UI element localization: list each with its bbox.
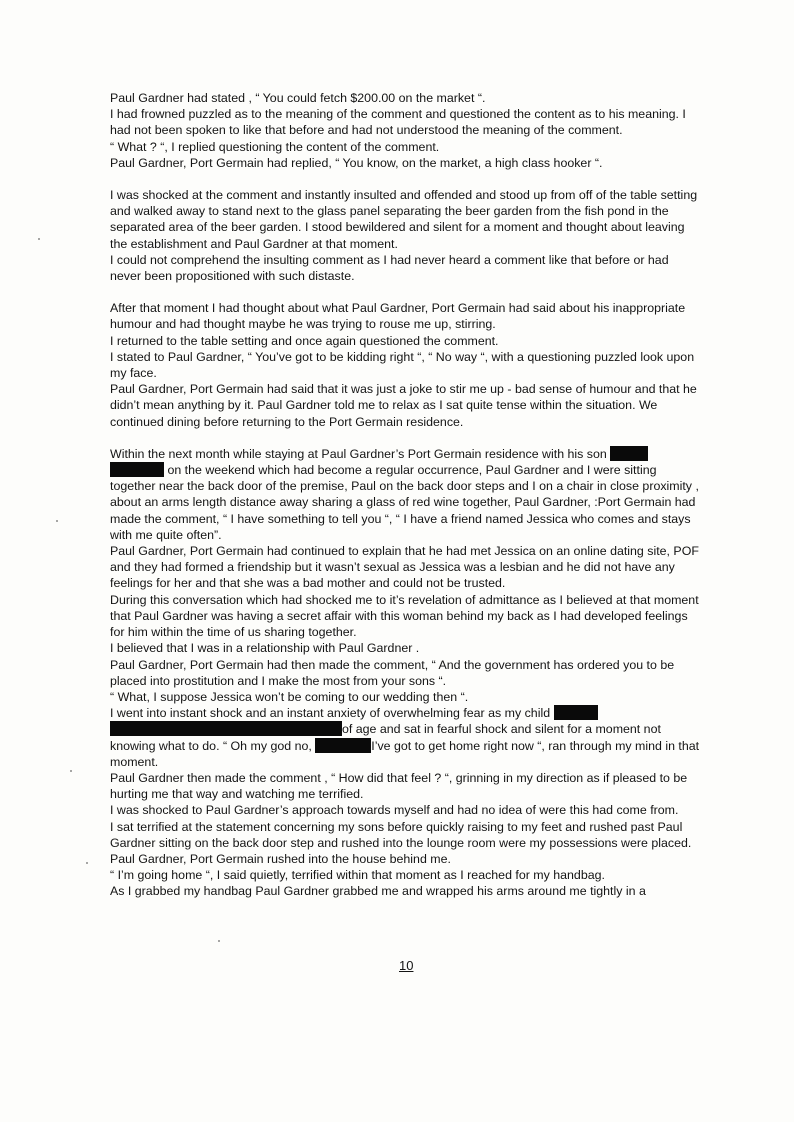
paragraph-text: of age and sat in fearful shock and silent for a moment not knowing what to do. “ Oh my god no, xyxy=(110,722,665,753)
paragraph-text: on the weekend which had become a regular occurrence, Paul Gardner and I were sitting together near the back door of the premise, Paul on the back door steps and I on a chair in close proximity , about an arms length distance away sharing a glass of red wine together, Paul Gardner, :Port Germain had made the comment, “ I have something to tell you “, “ I have a friend named Jessica who comes and stays with me quite often”. xyxy=(110,463,703,542)
paragraph: I was shocked at the comment and instantly insulted and offended and stood up from off of the table setting and walked away to stand next to the glass panel separating the beer garden from the fish pond in the separated area of the beer garden. I stood bewildered and silent for a moment and thought about leaving the establishment and Paul Gardner at that moment. xyxy=(110,188,701,251)
paragraph xyxy=(110,705,702,770)
paragraph: I sat terrified at the statement concerning my sons before quickly raising to my feet and rushed past Paul Gardner sitting on the back door step and rushed into the lounge room were my possessions were placed. xyxy=(110,819,692,850)
paragraph-text: I went into instant shock and an instant anxiety of overwhelming fear as my child xyxy=(110,706,551,721)
paragraph: Paul Gardner, Port Germain had continued to explain that he had met Jessica on an online dating site, POF and they had formed a friendship but it wasn’t sexual as Jessica was a lesbian and he did not have any feelings for her and that she was a bad mother and could not be trusted. xyxy=(110,544,703,591)
paragraph: I believed that I was in a relationship with Paul Gardner . xyxy=(110,641,420,656)
scan-speck xyxy=(86,862,88,864)
paragraph: During this conversation which had shocked me to it’s revelation of admittance as I believed at that moment that Paul Gardner was having a secret affair with this woman behind my back as I had developed feelings for him within the time of us sharing together. xyxy=(110,592,703,640)
document-body xyxy=(110,90,702,900)
paragraph: I stated to Paul Gardner, “ You’ve got to be kidding right “, “ No way “, with a questioning puzzled look upon my face. xyxy=(110,349,698,381)
scan-speck xyxy=(38,238,40,240)
page-number: 10 xyxy=(399,958,414,973)
paragraph: “ I’m going home “, I said quietly, terrified within that moment as I reached for my handbag. xyxy=(110,868,605,883)
paragraph: “ What, I suppose Jessica won’t be coming to our wedding then “. xyxy=(110,689,469,704)
paragraph: I could not comprehend the insulting comment as I had never heard a comment like that before or had never been propositioned with such distaste. xyxy=(110,252,673,284)
paragraph: As I grabbed my handbag Paul Gardner grabbed me and wrapped his arms around me tightly in a xyxy=(110,884,646,899)
paragraph xyxy=(110,446,702,543)
paragraph: After that moment I had thought about what Paul Gardner, Port Germain had said about his inappropriate humour and had thought maybe he was trying to rouse me up, stirring. xyxy=(110,301,689,332)
scan-speck xyxy=(70,770,72,772)
redaction-bar xyxy=(610,446,648,461)
redaction-bar xyxy=(110,462,164,477)
paragraph: Paul Gardner, Port Germain had then made the comment, “ And the government has ordered you to be placed into prostitution and I make the most from your sons “. xyxy=(110,657,678,688)
paragraph: Paul Gardner, Port Germain had said that it was just a joke to stir me up - bad sense of humour and that he didn’t mean anything by it. Paul Gardner told me to relax as I sat quite tense within the situation. We continued dining before returning to the Port Germain residence. xyxy=(110,382,701,429)
scan-speck xyxy=(56,520,58,522)
redaction-bar xyxy=(110,721,342,736)
paragraph-text: Within the next month while staying at Paul Gardner’s Port Germain residence with his son xyxy=(110,446,607,461)
redaction-bar xyxy=(315,738,371,753)
paragraph: I was shocked to Paul Gardner’s approach towards myself and had no idea of were this had come from. xyxy=(110,803,679,818)
paragraph: Paul Gardner, Port Germain rushed into the house behind me. xyxy=(110,851,451,866)
paragraph: I returned to the table setting and once again questioned the comment. xyxy=(110,333,499,348)
paragraph-text: I’ve got to get home right now “, ran through my mind in that moment. xyxy=(110,738,703,769)
paragraph: Paul Gardner had stated , “ You could fetch $200.00 on the market “. xyxy=(110,91,486,105)
paragraph: I had frowned puzzled as to the meaning of the comment and questioned the content as to his meaning. I had not been spoken to like that before and had not understood the meaning of the comment. xyxy=(110,107,690,138)
paragraph: “ What ? “, I replied questioning the content of the comment. xyxy=(110,139,440,154)
paragraph: Paul Gardner, Port Germain had replied, “ You know, on the market, a high class hooker “. xyxy=(110,155,603,170)
scan-speck xyxy=(218,940,220,942)
redaction-bar xyxy=(554,705,598,720)
paragraph: Paul Gardner then made the comment , “ How did that feel ? “, grinning in my direction as if pleased to be hurting me that way and watching me terrified. xyxy=(110,770,691,802)
